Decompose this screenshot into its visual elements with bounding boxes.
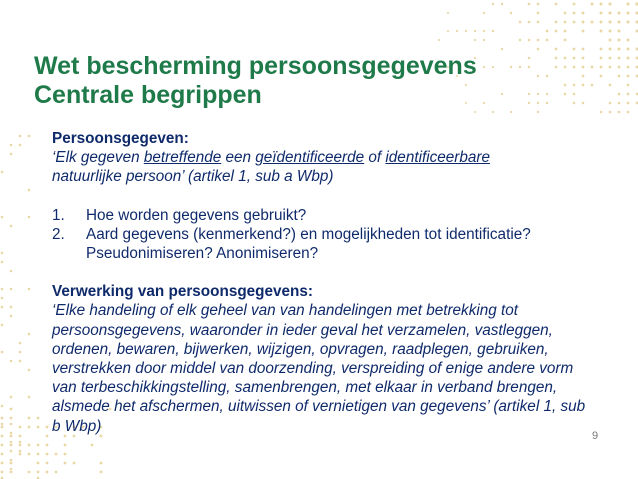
- question-item: [52, 206, 592, 225]
- question-number: 2.: [52, 225, 65, 243]
- question-list: [52, 206, 592, 264]
- def1-term-identificeerbare: identificeerbare: [385, 149, 490, 167]
- spacer: [52, 187, 592, 206]
- title-line-2: Centrale begrippen: [34, 81, 262, 109]
- slide-title: [34, 52, 624, 110]
- page-number: 9: [592, 430, 599, 442]
- def1-text-een: een: [221, 149, 256, 167]
- question-item: [52, 225, 592, 263]
- question-number: 1.: [52, 206, 65, 224]
- question-text: Hoe worden gegevens gebruikt?: [86, 206, 307, 224]
- def1-term-geidentificeerde: geïdentificeerde: [255, 149, 365, 167]
- definition-text-persoonsgegeven-line-2: natuurlijke persoon’ (artikel 1, sub a Wbp): [52, 168, 334, 186]
- definition-heading-persoonsgegeven: Persoonsgegeven:: [52, 130, 189, 147]
- def1-term-betreffende: betreffende: [143, 149, 222, 167]
- slide-content: [52, 129, 592, 436]
- definition-text-persoonsgegeven: [52, 148, 592, 167]
- title-line-1: Wet bescherming persoonsgegevens: [34, 52, 477, 80]
- definition-text-verwerking: ‘Elke handeling of elk geheel van van handelingen met betrekking tot persoonsgegevens, waaronder in ieder geval het verzamelen, vastleggen, ordenen, bewaren, bijwerken, wijzigen, opvragen, raadplegen, gebruiken, verstrekken door middel van doorzending, verspreiding of enige andere vorm van terbeschikkingstelling, samenbrengen, met elkaar in verband brengen, alsmede het afschermen, uitwissen of vernietigen van gegevens’ (artikel 1, sub b Wbp): [52, 302, 586, 435]
- spacer: [52, 263, 592, 282]
- definition-heading-verwerking: Verwerking van persoonsgegevens:: [52, 283, 313, 301]
- def1-text-start: ‘Elk gegeven: [52, 149, 144, 167]
- question-text: Aard gegevens (kenmerkend?) en mogelijkheden tot identificatie? Pseudonimiseren? Anonimiseren?: [86, 225, 531, 263]
- def1-text-of: of: [364, 149, 386, 167]
